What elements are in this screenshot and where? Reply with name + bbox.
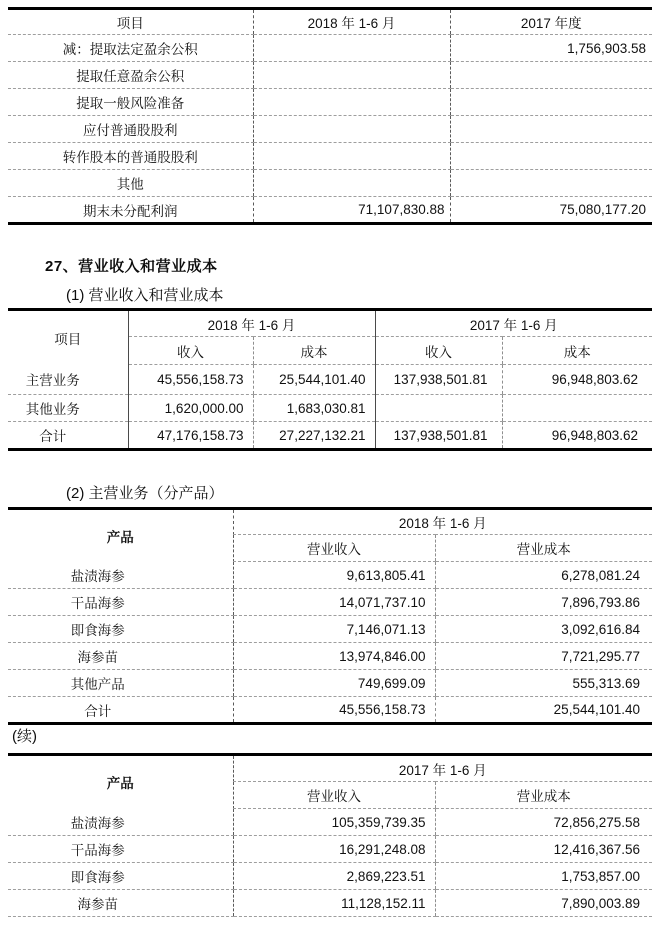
row-label: 其他 [8, 170, 253, 197]
table-total-row [8, 697, 652, 724]
table-row [8, 62, 652, 89]
value-2018 [253, 89, 450, 116]
column-header-period: 2017 年 1-6 月 [233, 755, 652, 782]
table-header-row [8, 755, 652, 782]
row-label: 减：提取法定盈余公积 [8, 35, 253, 62]
value-2017: 75,080,177.20 [450, 197, 652, 224]
row-label: 盐渍海参 [8, 562, 233, 589]
income-2018: 45,556,158.73 [128, 365, 253, 395]
cost-value: 72,856,275.58 [435, 809, 652, 836]
row-label: 即食海参 [8, 616, 233, 643]
continued-label: (续) [12, 728, 37, 745]
subheader-cost: 营业成本 [435, 535, 652, 562]
table-row [8, 863, 652, 890]
table-row [8, 35, 652, 62]
table-row [8, 143, 652, 170]
value-2018 [253, 35, 450, 62]
row-label: 转作股本的普通股股利 [8, 143, 253, 170]
row-label: 海参苗 [8, 890, 233, 917]
table-row [8, 670, 652, 697]
cost-value: 1,753,857.00 [435, 863, 652, 890]
row-label: 盐渍海参 [8, 809, 233, 836]
table-row [8, 643, 652, 670]
row-label: 即食海参 [8, 863, 233, 890]
value-2017 [450, 170, 652, 197]
column-header-product: 产品 [106, 776, 134, 792]
revenue-value: 9,613,805.41 [233, 562, 435, 589]
income-2017: 137,938,501.81 [375, 422, 502, 450]
revenue-value: 749,699.09 [233, 670, 435, 697]
table-row [8, 836, 652, 863]
cost-2017 [502, 395, 652, 422]
table-header-row [8, 509, 652, 535]
cost-2017: 96,948,803.62 [502, 422, 652, 450]
income-2018: 47,176,158.73 [128, 422, 253, 450]
by-product-table-2018 [8, 507, 652, 725]
table-header-row [8, 310, 652, 337]
table-row [8, 890, 652, 917]
cost-2018: 27,227,132.21 [253, 422, 375, 450]
table-row [8, 395, 652, 422]
revenue-value: 2,869,223.51 [233, 863, 435, 890]
cost-2018: 1,683,030.81 [253, 395, 375, 422]
revenue-value: 14,071,737.10 [233, 589, 435, 616]
revenue-value: 7,146,071.13 [233, 616, 435, 643]
value-2018: 71,107,830.88 [253, 197, 450, 224]
cost-value: 25,544,101.40 [435, 697, 652, 724]
income-2017: 137,938,501.81 [375, 365, 502, 395]
value-2017 [450, 62, 652, 89]
value-2018 [253, 62, 450, 89]
table-total-row [8, 422, 652, 450]
table-row [8, 589, 652, 616]
cost-2017: 96,948,803.62 [502, 365, 652, 395]
row-label: 其他产品 [8, 670, 233, 697]
row-label: 其他业务 [8, 395, 128, 422]
value-2018 [253, 170, 450, 197]
section-heading: 27、营业收入和营业成本 [45, 258, 218, 275]
row-label: 应付普通股股利 [8, 116, 253, 143]
table-row [8, 170, 652, 197]
subheader-cost-2018: 成本 [253, 337, 375, 365]
subheader-cost-2017: 成本 [502, 337, 652, 365]
value-2017 [450, 143, 652, 170]
table-row [8, 809, 652, 836]
table-row [8, 562, 652, 589]
cost-value: 12,416,367.56 [435, 836, 652, 863]
subheader-revenue: 营业收入 [233, 535, 435, 562]
cost-value: 555,313.69 [435, 670, 652, 697]
subsection-heading-2: (2) 主营业务（分产品） [66, 485, 224, 502]
cost-value: 7,896,793.86 [435, 589, 652, 616]
subsection-heading-1: (1) 营业收入和营业成本 [66, 287, 224, 304]
row-label: 提取任意盈余公积 [8, 62, 253, 89]
value-2017 [450, 116, 652, 143]
cost-2018: 25,544,101.40 [253, 365, 375, 395]
profit-distribution-table [8, 7, 652, 225]
row-label: 合计 [84, 703, 112, 719]
table-row [8, 89, 652, 116]
row-label: 合计 [39, 429, 67, 444]
subheader-cost: 营业成本 [435, 782, 652, 809]
row-label: 干品海参 [8, 836, 233, 863]
column-header-period-2017: 2017 年 1-6 月 [375, 310, 652, 337]
row-label: 海参苗 [8, 643, 233, 670]
column-header-product: 产品 [106, 529, 134, 545]
cost-value: 6,278,081.24 [435, 562, 652, 589]
value-2017: 1,756,903.58 [450, 35, 652, 62]
row-label: 提取一般风险准备 [8, 89, 253, 116]
table-header-row [8, 9, 652, 35]
table-row [8, 365, 652, 395]
subheader-income-2018: 收入 [128, 337, 253, 365]
value-2017 [450, 89, 652, 116]
subheader-revenue: 营业收入 [233, 782, 435, 809]
cost-value: 7,721,295.77 [435, 643, 652, 670]
value-2018 [253, 116, 450, 143]
row-label: 期末未分配利润 [83, 203, 178, 219]
column-header-2018: 2018 年 1-6 月 [253, 9, 450, 35]
column-header-period: 2018 年 1-6 月 [233, 509, 652, 535]
revenue-value: 16,291,248.08 [233, 836, 435, 863]
table-row [8, 616, 652, 643]
by-product-table-2017 [8, 753, 652, 917]
value-2018 [253, 143, 450, 170]
revenue-value: 45,556,158.73 [233, 697, 435, 724]
column-header-item: 项目 [8, 9, 253, 35]
income-2017 [375, 395, 502, 422]
revenue-value: 11,128,152.11 [233, 890, 435, 917]
row-label: 主营业务 [8, 365, 128, 395]
revenue-value: 13,974,846.00 [233, 643, 435, 670]
table-row [8, 197, 652, 224]
column-header-period-2018: 2018 年 1-6 月 [128, 310, 375, 337]
cost-value: 7,890,003.89 [435, 890, 652, 917]
row-label: 干品海参 [8, 589, 233, 616]
column-header-2017: 2017 年度 [450, 9, 652, 35]
revenue-cost-table [8, 308, 652, 451]
subheader-income-2017: 收入 [375, 337, 502, 365]
income-2018: 1,620,000.00 [128, 395, 253, 422]
table-row [8, 116, 652, 143]
column-header-item: 项目 [54, 331, 82, 347]
revenue-value: 105,359,739.35 [233, 809, 435, 836]
cost-value: 3,092,616.84 [435, 616, 652, 643]
